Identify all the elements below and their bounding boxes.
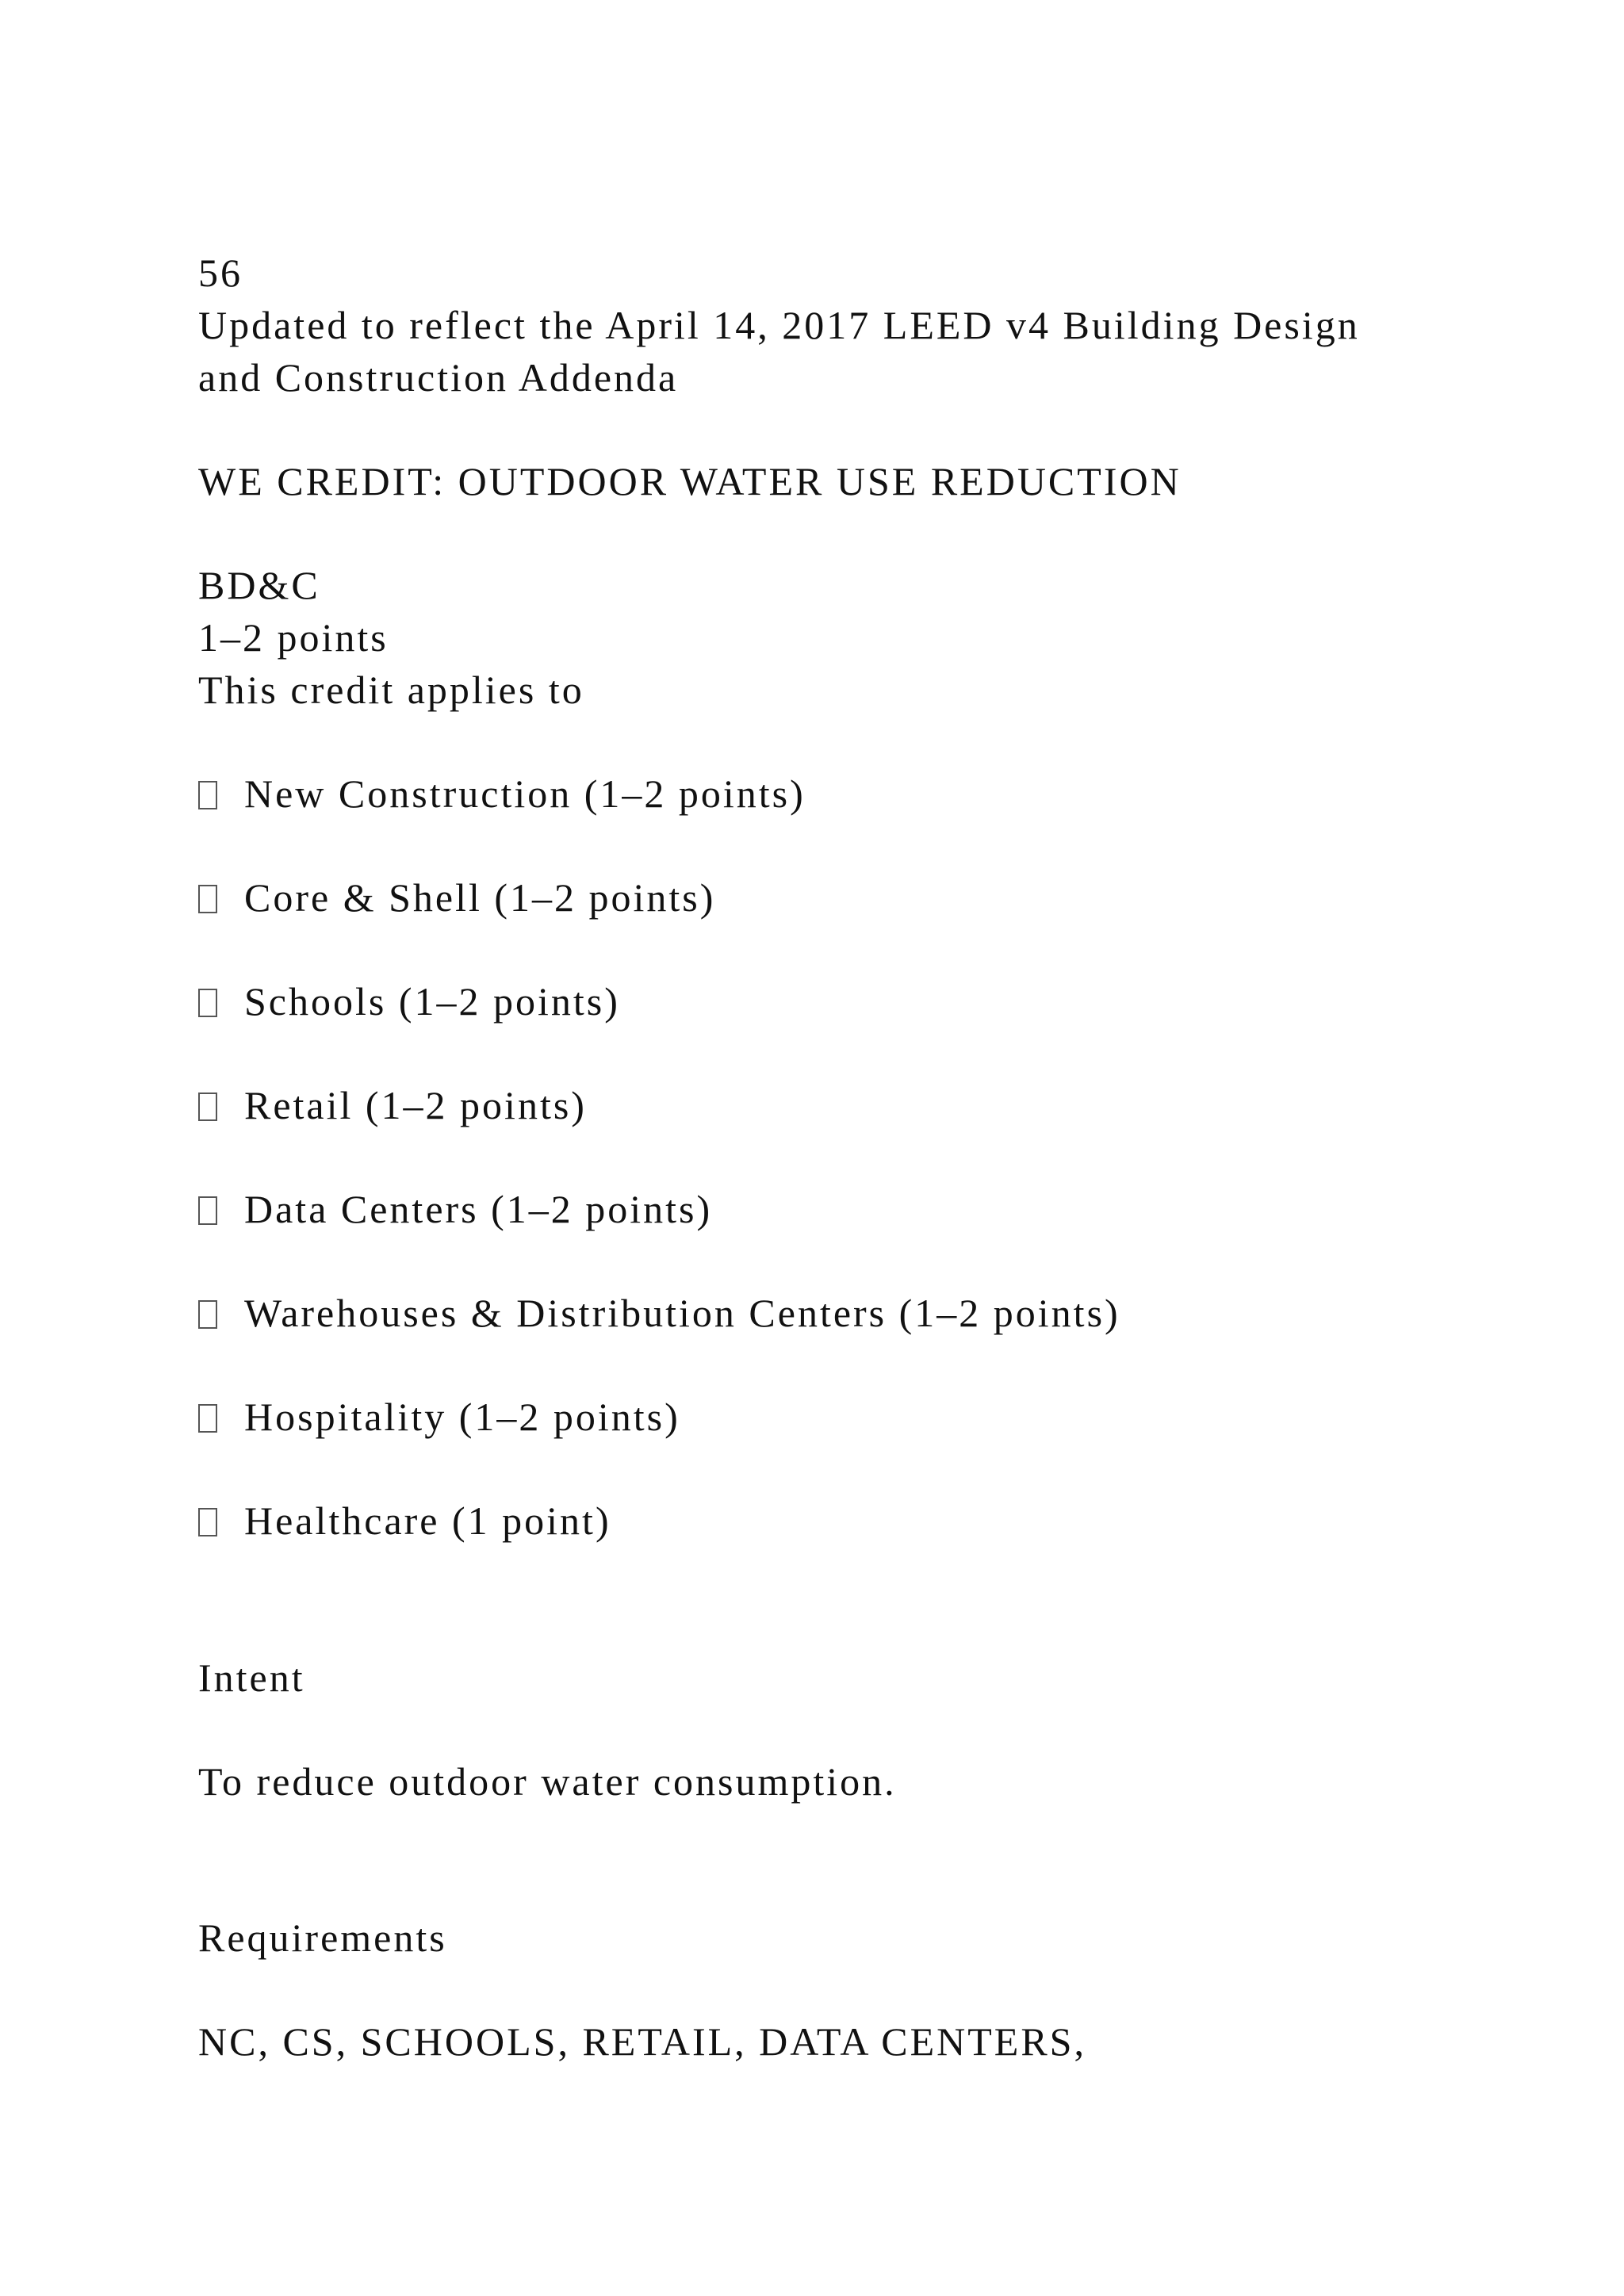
checkbox-glyph-icon xyxy=(198,1404,217,1433)
checkbox-glyph-icon xyxy=(198,885,217,913)
list-item xyxy=(198,975,620,1027)
list-item xyxy=(198,1391,680,1443)
checkbox-glyph-icon xyxy=(198,1093,217,1121)
checkbox-glyph-icon xyxy=(198,989,217,1017)
intent-text: To reduce outdoor water consumption. xyxy=(198,1759,897,1804)
header-line-2: and Construction Addenda xyxy=(198,355,679,400)
list-item-label: Hospitality (1–2 points) xyxy=(244,1395,680,1439)
requirements-heading: Requirements xyxy=(198,1915,447,1960)
list-item xyxy=(198,1494,611,1547)
rating-system: BD&C xyxy=(198,563,320,607)
list-item xyxy=(198,767,806,820)
points-range: 1–2 points xyxy=(198,615,389,660)
list-item-label: Healthcare (1 point) xyxy=(244,1498,611,1543)
requirements-scope: NC, CS, SCHOOLS, RETAIL, DATA CENTERS, xyxy=(198,2019,1086,2064)
applies-to: This credit applies to xyxy=(198,668,584,712)
checkbox-glyph-icon xyxy=(198,1300,217,1329)
credit-title: WE CREDIT: OUTDOOR WATER USE REDUCTION xyxy=(198,459,1182,503)
list-item xyxy=(198,1079,587,1131)
list-item-label: Core & Shell (1–2 points) xyxy=(244,875,716,920)
list-item xyxy=(198,1287,1120,1339)
header-line-1: Updated to reflect the April 14, 2017 LEED v4 Building Design xyxy=(198,303,1360,347)
page-number: 56 xyxy=(198,251,243,295)
list-item-label: Warehouses & Distribution Centers (1–2 points) xyxy=(244,1291,1120,1335)
list-item-label: Retail (1–2 points) xyxy=(244,1083,587,1127)
list-item-label: Schools (1–2 points) xyxy=(244,979,620,1024)
list-item xyxy=(198,871,715,924)
list-item-label: New Construction (1–2 points) xyxy=(244,771,806,816)
list-item xyxy=(198,1183,712,1235)
list-item-label: Data Centers (1–2 points) xyxy=(244,1187,713,1231)
checkbox-glyph-icon xyxy=(198,1508,217,1536)
checkbox-glyph-icon xyxy=(198,781,217,809)
intent-heading: Intent xyxy=(198,1655,305,1700)
checkbox-glyph-icon xyxy=(198,1196,217,1225)
